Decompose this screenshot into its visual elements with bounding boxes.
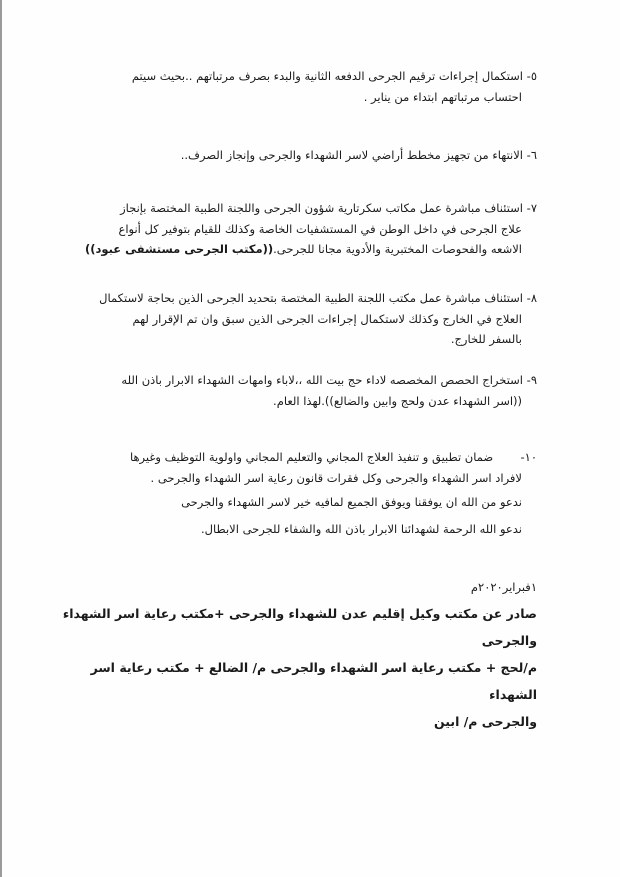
item-text-line: علاج الجرحى في داخل الوطن في المستشفيات الخاصة وكذلك للقيام بتوفير كل أنواع bbox=[118, 221, 522, 236]
office-note: ((مكتب الجرحى مستشفى عبود)) bbox=[84, 242, 274, 256]
list-item-5 bbox=[57, 66, 537, 107]
item-text-line: العلاج في الخارج وكذلك لاستكمال إجراءات الجرحى الذين سبق وان تم الإقرار لهم bbox=[132, 311, 522, 326]
item-text-line: ((اسر الشهداء عدن ولحج وابين والضالع)).لهذا العام. bbox=[273, 393, 522, 408]
item-text-line: استئناف مباشرة عمل مكتب اللجنة الطبية المختصة بتحديد الجرحى الذين بحاجة لاستكمال bbox=[99, 291, 523, 305]
item-text-line: استكمال إجراءات ترقيم الجرحى الدفعه الثانية والبدء بصرف مرتباتهم ..بحيث سيتم bbox=[131, 69, 523, 83]
item-number: ٦- bbox=[526, 148, 537, 162]
item-text-line: لافراد اسر الشهداء والجرحى وكل فقرات قانون رعاية اسر الشهداء والجرحى . bbox=[150, 470, 522, 485]
list-item-9 bbox=[57, 370, 537, 411]
item-text-line: استئناف مباشرة عمل مكاتب سكرتارية شؤون الجرحى واللجنة الطبية المختصة بإنجاز bbox=[120, 201, 523, 215]
item-number: ٩- bbox=[526, 373, 537, 387]
prayer-line: ندعو الله الرحمة لشهدائنا الابرار باذن الله والشفاء للجرحى الابطال. bbox=[201, 522, 522, 536]
prayer-line: ندعو من الله ان يوفقنا ويوفق الجميع لمافيه خير لاسر الشهداء والجرحى bbox=[181, 495, 522, 509]
document-date: ١فبراير٢٠٢٠م bbox=[470, 580, 537, 594]
list-item-7 bbox=[57, 198, 537, 260]
issued-by-line: م/لحج + مكتب رعاية اسر الشهداء والجرحى م/ الضالع + مكتب رعاية اسر الشهداء bbox=[90, 660, 537, 702]
item-text-line: بالسفر للخارج. bbox=[450, 332, 522, 346]
issued-by-block bbox=[57, 600, 537, 735]
item-number: ٨- bbox=[526, 291, 537, 305]
scan-edge bbox=[0, 0, 2, 877]
item-text-line: ضمان تطبيق و تنفيذ العلاج المجاني والتعليم المجاني واولوية التوظيف وغيرها bbox=[129, 450, 494, 464]
item-text-line: الانتهاء من تجهيز مخطط أراضي لاسر الشهداء والجرحى وإنجاز الصرف.. bbox=[180, 148, 523, 162]
item-number: ٧- bbox=[526, 201, 537, 215]
item-text-line: احتساب مرتباتهم ابتداء من يناير . bbox=[363, 89, 522, 104]
item-number: ١٠- bbox=[520, 450, 537, 464]
list-item-8 bbox=[57, 288, 537, 350]
issued-by-line: والجرحى م/ ابين bbox=[434, 714, 537, 729]
issued-by-line: صادر عن مكتب وكيل إقليم عدن للشهداء والجرحى +مكتب رعاية اسر الشهداء والجرحى bbox=[62, 606, 537, 648]
list-item-6 bbox=[57, 145, 537, 166]
item-text-line: الاشعه والفحوصات المختبرية والأدوية مجانا للجرحى. bbox=[273, 242, 522, 256]
item-number: ٥- bbox=[526, 69, 537, 83]
item-text-line: استخراج الحصص المخصصه لاداء حج بيت الله ،،لاباء وامهات الشهداء الابرار باذن الله bbox=[121, 373, 523, 387]
list-item-10 bbox=[57, 447, 537, 488]
